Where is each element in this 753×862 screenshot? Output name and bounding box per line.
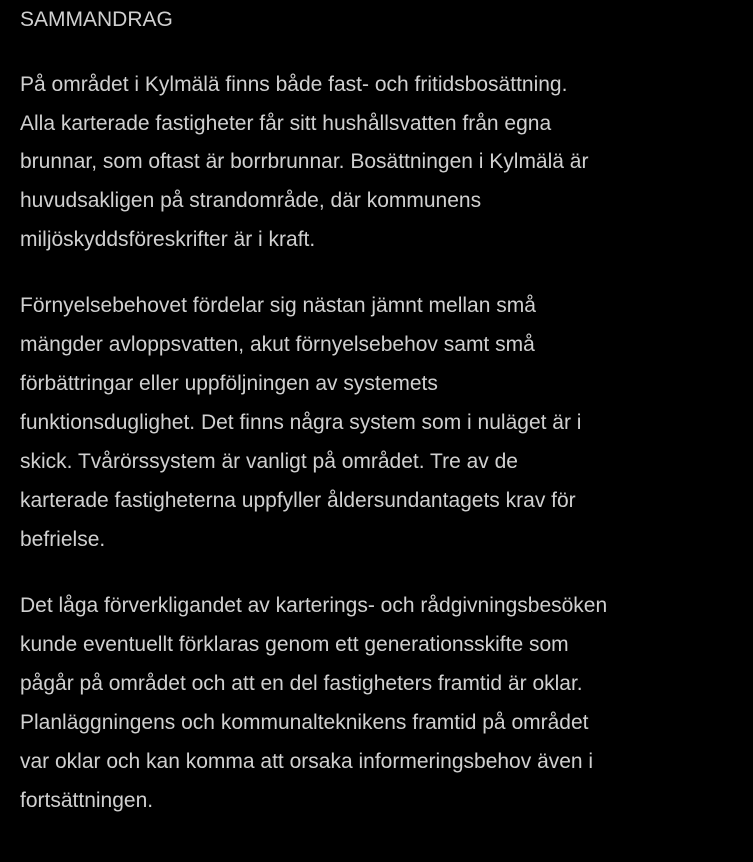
- paragraph-2-line: befrielse.: [20, 528, 106, 551]
- paragraph-3-line: Det låga förverkligandet av karterings- och rådgivningsbesöken: [20, 594, 608, 617]
- paragraph-2-line: Förnyelsebehovet fördelar sig nästan jämnt mellan små: [20, 294, 536, 317]
- paragraph-3-line: Planläggningens och kommunalteknikens framtid på området: [20, 711, 589, 734]
- paragraph-2-line: förbättringar eller uppföljningen av systemets: [20, 372, 438, 395]
- paragraph-3-line: pågår på området och att en del fastigheters framtid är oklar.: [20, 672, 583, 695]
- paragraph-3-line: var oklar och kan komma att orsaka informeringsbehov även i: [20, 750, 594, 773]
- paragraph-1-line: På området i Kylmälä finns både fast- och fritidsbosättning.: [20, 73, 568, 96]
- paragraph-2-line: skick. Tvårörssystem är vanligt på området. Tre av de: [20, 450, 518, 473]
- paragraph-1-line: Alla karterade fastigheter får sitt hushållsvatten från egna: [20, 112, 552, 135]
- paragraph-2-line: mängder avloppsvatten, akut förnyelsebehov samt små: [20, 333, 535, 356]
- paragraph-1-line: huvudsakligen på strandområde, där kommunens: [20, 189, 482, 212]
- paragraph-3-line: kunde eventuellt förklaras genom ett generationsskifte som: [20, 633, 569, 656]
- paragraph-3-line: fortsättningen.: [20, 789, 154, 812]
- paragraph-2-line: funktionsduglighet. Det finns några system som i nuläget är i: [20, 411, 582, 434]
- paragraph-1-line: miljöskyddsföreskrifter är i kraft.: [20, 228, 316, 251]
- paragraph-1-line: brunnar, som oftast är borrbrunnar. Bosättningen i Kylmälä är: [20, 150, 589, 173]
- paragraph-2-line: karterade fastigheterna uppfyller åldersundantagets krav för: [20, 489, 576, 512]
- document-heading: SAMMANDRAG: [20, 8, 173, 31]
